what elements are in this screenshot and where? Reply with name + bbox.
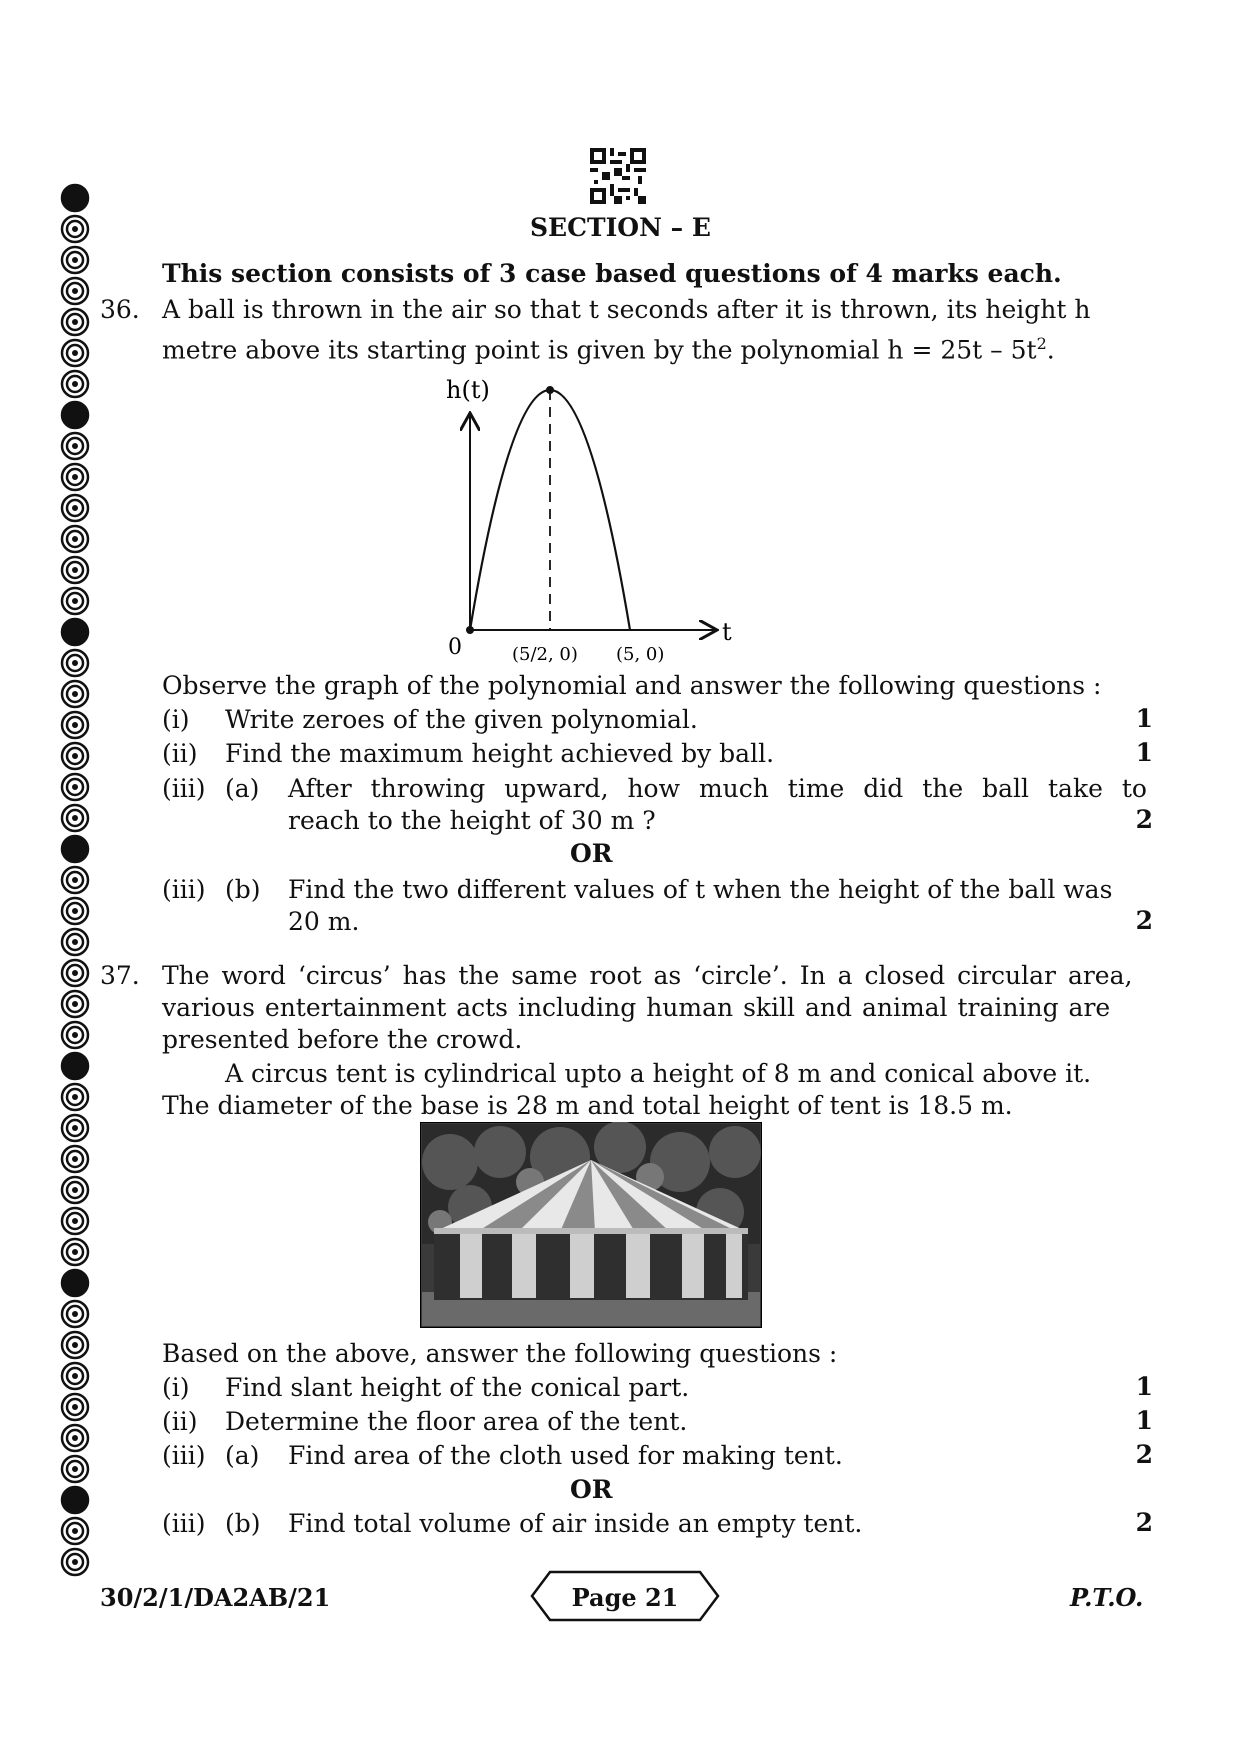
q36-part-marks: 1 xyxy=(1135,704,1153,733)
q36-part-text: Find the maximum height achieved by ball. xyxy=(225,739,775,768)
q37-para1-line: The word ‘circus’ has the same root as ‘circle’. In a closed circular area, xyxy=(162,961,1133,990)
ring-circle-mark xyxy=(62,495,88,521)
ring-circle-mark xyxy=(62,1239,88,1265)
paper-code: 30/2/1/DA2AB/21 xyxy=(100,1583,331,1612)
origin-label: 0 xyxy=(448,635,462,660)
q37-para2-line: The diameter of the base is 28 m and total height of tent is 18.5 m. xyxy=(162,1091,1013,1120)
q36-number: 36. xyxy=(100,295,140,324)
q36-instruction: Observe the graph of the polynomial and answer the following questions : xyxy=(162,671,1102,700)
ring-circle-mark xyxy=(62,1301,88,1327)
q37-part-num: (ii) xyxy=(162,1407,198,1436)
ring-circle-mark xyxy=(62,464,88,490)
q36-part-text: After throwing upward, how much time did the ball take to xyxy=(288,774,1147,803)
q37-part-sub: (b) xyxy=(225,1509,261,1538)
ring-circle-mark xyxy=(62,991,88,1017)
qr-code xyxy=(590,148,646,204)
ring-circle-mark xyxy=(62,309,88,335)
q37-number: 37. xyxy=(100,961,140,990)
filled-circle-mark xyxy=(62,1487,88,1513)
q37-para1-line: presented before the crowd. xyxy=(162,1025,523,1054)
q37-part-sub: (a) xyxy=(225,1441,260,1470)
ring-circle-mark xyxy=(62,774,88,800)
q37-part-marks: 1 xyxy=(1135,1372,1153,1401)
ring-circle-mark xyxy=(62,1394,88,1420)
q37-para1-line: various entertainment acts including human skill and animal training are xyxy=(162,993,1111,1022)
ring-circle-mark xyxy=(62,557,88,583)
ring-circle-mark xyxy=(62,247,88,273)
ring-circle-mark xyxy=(62,1425,88,1451)
page-number: Page 21 xyxy=(571,1583,679,1612)
q37-part-text: Find slant height of the conical part. xyxy=(225,1373,690,1402)
q37-instruction: Based on the above, answer the following questions : xyxy=(162,1339,838,1368)
q36-text-line1: A ball is thrown in the air so that t seconds after it is thrown, its height h xyxy=(162,295,1091,324)
ring-circle-mark xyxy=(62,526,88,552)
filled-circle-mark xyxy=(62,836,88,862)
q36-part-text: reach to the height of 30 m ? xyxy=(288,806,656,835)
ring-circle-mark xyxy=(62,588,88,614)
ring-circle-mark xyxy=(62,1084,88,1110)
q36-part-num: (i) xyxy=(162,705,190,734)
ring-circle-mark xyxy=(62,1022,88,1048)
ring-circle-mark xyxy=(62,1115,88,1141)
q36-part-text: Write zeroes of the given polynomial. xyxy=(225,705,698,734)
q37-part-num: (i) xyxy=(162,1373,190,1402)
q37-part-text: Determine the floor area of the tent. xyxy=(225,1407,688,1436)
q37-part-num: (iii) xyxy=(162,1441,206,1470)
ring-circle-mark xyxy=(62,712,88,738)
ring-circle-mark xyxy=(62,743,88,769)
ring-circle-mark xyxy=(62,1177,88,1203)
ring-circle-mark xyxy=(62,278,88,304)
q36-part-num: (iii) xyxy=(162,774,206,803)
filled-circle-mark xyxy=(62,402,88,428)
q37-part-text: Find area of the cloth used for making tent. xyxy=(288,1441,843,1470)
ring-circle-mark xyxy=(62,216,88,242)
vertex-label: (5/2, 0) xyxy=(512,644,578,665)
q36-part-text: Find the two different values of t when the height of the ball was xyxy=(288,875,1113,904)
q37-part-marks: 2 xyxy=(1135,1508,1153,1537)
ring-circle-mark xyxy=(62,371,88,397)
ring-circle-mark xyxy=(62,1332,88,1358)
q36-part-text: 20 m. xyxy=(288,907,360,936)
ring-circle-mark xyxy=(62,1549,88,1575)
filled-circle-mark xyxy=(62,1270,88,1296)
parabola-graph xyxy=(430,360,760,670)
ring-circle-mark xyxy=(62,340,88,366)
vertex-point xyxy=(546,386,554,394)
ring-circle-mark xyxy=(62,805,88,831)
ring-circle-mark xyxy=(62,1518,88,1544)
margin-circle-strip xyxy=(58,180,92,1600)
q37-part-num: (iii) xyxy=(162,1509,206,1538)
section-intro: This section consists of 3 case based questions of 4 marks each. xyxy=(162,259,1062,288)
ring-circle-mark xyxy=(62,1456,88,1482)
q36-part-num: (ii) xyxy=(162,739,198,768)
q37-part-text: Find total volume of air inside an empty tent. xyxy=(288,1509,863,1538)
origin-point xyxy=(466,626,474,634)
q37-para2-line: A circus tent is cylindrical upto a height of 8 m and conical above it. xyxy=(225,1059,1092,1088)
q36-part-num: (iii) xyxy=(162,875,206,904)
filled-circle-mark xyxy=(62,185,88,211)
ring-circle-mark xyxy=(62,929,88,955)
ring-circle-mark xyxy=(62,960,88,986)
q36-part-marks: 2 xyxy=(1135,906,1153,935)
q37-or: OR xyxy=(570,1475,613,1504)
q36-text-line2: metre above its starting point is given by the polynomial $h = 25t - 5t^2$. xyxy=(162,334,1055,365)
ring-circle-mark xyxy=(62,867,88,893)
q36-part-marks: 1 xyxy=(1135,738,1153,767)
q37-part-marks: 2 xyxy=(1135,1440,1153,1469)
root-label: (5, 0) xyxy=(616,644,665,665)
section-title: SECTION – E xyxy=(530,213,711,242)
circus-tent-photo xyxy=(420,1122,762,1328)
ring-circle-mark xyxy=(62,650,88,676)
ring-circle-mark xyxy=(62,1146,88,1172)
q36-part-marks: 2 xyxy=(1135,805,1153,834)
filled-circle-mark xyxy=(62,1053,88,1079)
filled-circle-mark xyxy=(62,619,88,645)
q36-part-sub: (b) xyxy=(225,875,261,904)
ring-circle-mark xyxy=(62,1208,88,1234)
q36-part-sub: (a) xyxy=(225,774,260,803)
q36-or: OR xyxy=(570,839,613,868)
ring-circle-mark xyxy=(62,1363,88,1389)
q37-part-marks: 1 xyxy=(1135,1406,1153,1435)
pto-label: P.T.O. xyxy=(1070,1583,1144,1612)
ring-circle-mark xyxy=(62,898,88,924)
ring-circle-mark xyxy=(62,433,88,459)
ring-circle-mark xyxy=(62,681,88,707)
x-axis-label: t xyxy=(722,618,732,646)
y-axis-label: h(t) xyxy=(446,376,490,404)
